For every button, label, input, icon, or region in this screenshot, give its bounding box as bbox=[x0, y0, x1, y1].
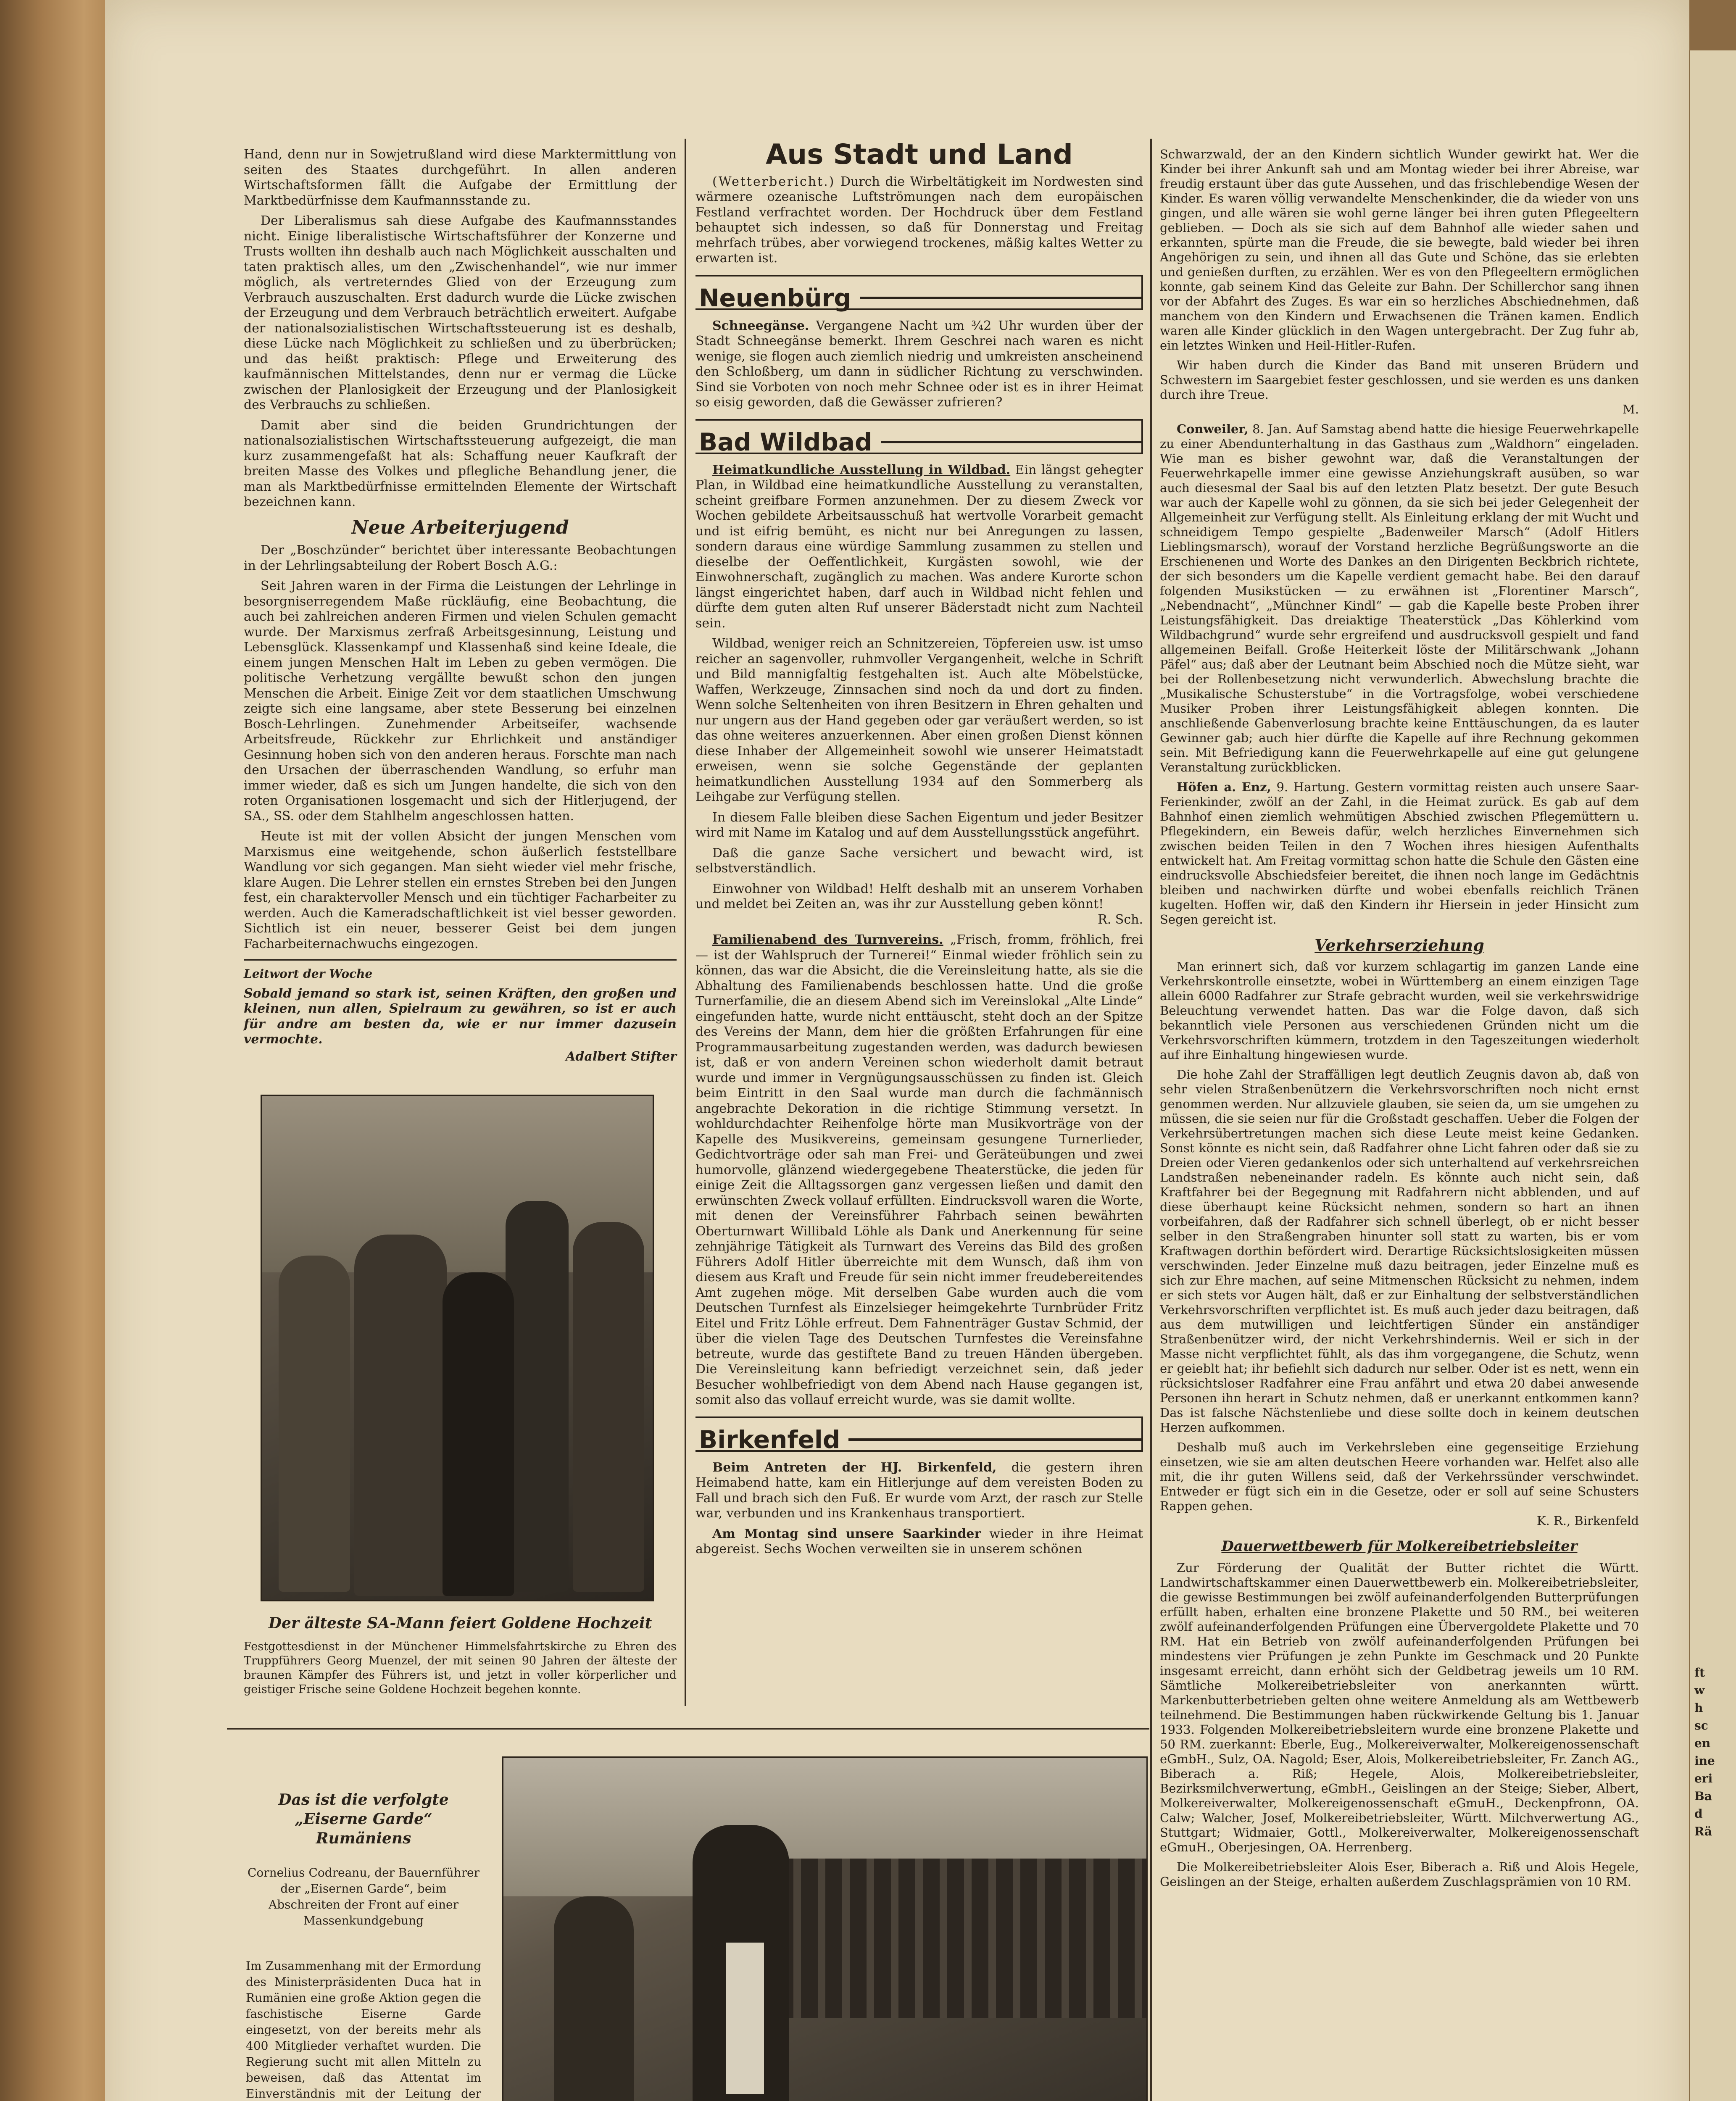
fragment-line: ine bbox=[1694, 1754, 1715, 1768]
fragment-line: Rä bbox=[1694, 1825, 1712, 1838]
section-head-neuenbuerg bbox=[695, 275, 1143, 310]
article-label: Heimatkundliche Ausstellung in Wildbad. bbox=[712, 462, 1011, 477]
fragment-line: d bbox=[1694, 1807, 1703, 1821]
section-head-wildbad bbox=[695, 419, 1143, 454]
article-paragraph: Die Molkereibetriebsleiter Alois Eser, Biberach a. Riß und Alois Hegele, Geislingen an der Steige, erhalten außerdem Zuschlagsprämien von 10 RM. bbox=[1160, 1860, 1639, 1889]
section-head-label: Neuenbürg bbox=[699, 284, 851, 312]
fragment-line: w bbox=[1694, 1683, 1705, 1697]
article-label: Conweiler, bbox=[1177, 422, 1249, 436]
motto-text: Sobald jemand so stark ist, seinen Kräften, den großen und kleinen, nun allen, Spielraum zu gewähren, so ist er auch für andre am besten da, wie er nur immer dazusein vermochte. bbox=[244, 986, 677, 1047]
article-paragraph bbox=[695, 1460, 1143, 1522]
article-label: Am Montag sind unsere Saarkinder bbox=[712, 1526, 981, 1541]
article-headline: Verkehrserziehung bbox=[1315, 936, 1484, 955]
garde-caption-2: Im Zusammenhang mit der Ermordung des Ministerpräsidenten Duca hat in Rumänien eine große Aktion gegen die faschistische Eiserne Garde eingesetzt, von der bereits mehr als 400 Mitglieder verhaftet wurden. Die Regierung sucht mit allen Mitteln zu beweisen, daß das Attentat im Einverständnis mit der Leitung der bbox=[246, 1959, 481, 2101]
column-1 bbox=[244, 147, 677, 1064]
article-text: „Frisch, fromm, fröhlich, frei — ist der Wahlspruch der Turnerei!“ Einmal wieder fröhlich sein zu können, das war die Absicht, die die Vereinsleitung hatte, als sie die Abhaltung des Familienabends beschlossen hatte. Und die große Turnerfamilie, die an diesem Abend sich im Vereinslokal „Alte Linde“ eingefunden hatte, wurde nicht enttäuscht, steht doch an der Spitze des Vereins der Mann, dem hier die größten Erfahrungen für eine Programmausarbeitung zugestanden werden, was dadurch bewiesen ist, daß er von andern Vereinen schon wiederholt damit betraut wurde und immer in Vergnügungsausschüssen zu finden ist. Gleich beim Eintritt in den Saal wurde man durch die fachmännisch angebrachte Dekoration in die richtige Stimmung versetzt. In wohldurchdachter Reihenfolge hörte man Musikvorträge von der Kapelle des Musikvereins, gemeinsam gesungene Turnerlieder, Gedichtvorträge oder sah man Frei- und Geräteübungen und zwei humorvolle, glänzend wiedergegebene Theaterstücke, die jeden für einige Zeit die Alltagssorgen ganz vergessen ließen und damit den erwünschten Zweck vollauf erfüllten. Eindrucksvoll waren die Worte, mit denen der Vereinsführer Fahrbach seinen bewährten Oberturnwart Willibald Löhle als Dank und Anerkennung für seine zehnjährige Tätigkeit als Turnwart des Vereins das Bild des großen Führers Adolf Hitler überreichte mit dem Wunsch, daß ihm von diesem aus Kraft und Freude für sein nicht immer freudebereitendes Amt zugehen möge. Mit derselben Gabe wurden auch die vom Deutschen Turnfest als Einzelsieger heimgekehrte Turnbrüder Fritz Eitel und Fritz Löhle erfreut. Dem Fahnenträger Gustav Schmid, der über die vielen Tage des Deutschen Turnfestes die Vereinsfahne betreute, wurde das gestiftete Band zu treuen Händen übergeben. Die Vereinsleitung kann befriedigt verzeichnet sein, daß jeder Besucher wohlbefriedigt von dem Abend nach Hause gegangen ist, somit also das vollauf erreicht wurde, was sie damit wollte. bbox=[695, 932, 1143, 1407]
article-headline: Dauerwettbewerb für Molkereibetriebsleiter bbox=[1221, 1538, 1578, 1555]
article-paragraph: Die hohe Zahl der Straffälligen legt deutlich Zeugnis davon ab, daß von sehr vielen Straßenbenützern die Verkehrsvorschriften noch nicht ernst genommen werden. Nur allzuviele glauben, sie seien da, um sie umgehen zu müssen, die sie seien nur für die Großstadt geschaffen. Ueber die Folgen der Verkehrsübertretungen machen sich diese Leute meist keine Gedanken. Sonst könnte es nicht sein, daß Radfahrer ohne Licht fahren oder daß sie zu Dreien oder Vieren gedankenlos oder sich unterhaltend auf verkehrsreichen Landstraßen nebeneinander radeln. Es könnte auch nicht sein, daß Kraftfahrer bei der Begegnung mit Radfahrern nicht abblenden, und auf diese überhaupt keine Rücksicht nehmen, sondern so hart an ihnen vorbeifahren, daß der Radfahrer sich schnell überlegt, ob er nicht besser selber in den Straßengraben hinunter soll statt zu warten, bis er vom Kraftwagen dorthin befördert wird. Derartige Rücksichtslosigkeiten müssen verschwinden. Jeder Einzelne muß dazu beitragen, jeder Einzelne muß es sich zur Ehre machen, auf seine Mitmenschen Rücksicht zu nehmen, indem er sich stets vor Augen hält, daß er zur Einhaltung der selbstverständlichen Verkehrsvorschriften verpflichtet ist. Es muß auch jeder dazu beitragen, daß aus dem mutwilligen und leichtfertigen Sünder ein anständiger Straßenbenützer wird, der nicht Verkehrshindernis. Weil er sich in der Masse nicht verpflichtet fühlt, als das ihm vorgegangene, die Schutz, wenn er geieblt hat; ihr befiehlt sich dadurch nur selber. Oder ist es nett, wenn ein rücksichtsloser Radfahrer eine Frau anfährt und etwa 20 dabei anwesende Personen ihn herart in Schutz nehmen, daß er unerkannt entkommen kann? Das ist falsche Nächstenliebe und diese sollte doch in keinem deutschen Herzen aufkommen. bbox=[1160, 1067, 1639, 1435]
article-text: 8. Jan. Auf Samstag abend hatte die hiesige Feuerwehrkapelle zu einer Abendunterhaltung in das Gasthaus zum „Waldhorn“ eingeladen. Wie man es bisher gewohnt war, daß die Veranstaltungen der Feuerwehrkapelle immer eine gewisse Anziehungskraft ausüben, so war auch diesesmal der Saal bis auf den letzten Platz besetzt. Der gute Besuch war auch der Kapelle wohl zu gönnen, da sie sich bei jeder Gelegenheit der Allgemeinheit zur Verfügung stellt. Als Einleitung erklang der mit Wucht und schneidigem Tempo gespielte „Badenweiler Marsch“ (Adolf Hitlers Lieblingsmarsch), worauf der Vorstand herzliche Begrüßungsworte an die Erschienenen und Worte des Dankes an den Dirigenten Beckbrich richtete, der sich besonders um die Kapelle verdient gemacht habe. Bei den darauf folgenden Musikstücken — zu erwähnen ist „Florentiner Marsch“, „Nebendnacht“, „Münchner Kindl“ — gab die Kapelle beste Proben ihrer Leistungsfähigkeit. Das dreiaktige Theaterstück „Das Köhlerkind vom Wildbachgrund“ wurde sehr ergreifend und ausdrucksvoll gespielt und fand allgemeinen Beifall. Große Heiterkeit löste der Militärschwank „Johann Päfel“ aus; daß aber der Leutnant beim Abschied noch die Mütze sieht, war bei der Rollenbesetzung nicht verwunderlich. Abwechslung brachte die „Musikalische Schusterstube“ in die Vortragsfolge, wobei verschiedene Musiker Proben ihrer Leistungsfähigkeit ablegen konnten. Die anschließende Gabenverlosung brachte keine Enttäuschungen, da es lauter Gewinner gab; auch hier dürfte die Kapelle auf ihre Rechnung gekommen sein. Mit Befriedigung kann die Feuerwehrkapelle auf eine gut gelungene Veranstaltung zurückblicken. bbox=[1160, 422, 1639, 774]
article-paragraph bbox=[1160, 422, 1639, 775]
fragment-line: h bbox=[1694, 1701, 1703, 1715]
fragment-line: eri bbox=[1694, 1772, 1713, 1785]
adjacent-page-edge bbox=[1689, 50, 1736, 2101]
adjacent-page-fragment bbox=[1694, 1664, 1715, 1840]
article-paragraph bbox=[695, 932, 1143, 1408]
article-paragraph: In diesem Falle bleiben diese Sachen Eigentum und jeder Besitzer wird mit Name im Katalog und auf dem Ausstellungsstück angeführt. bbox=[695, 810, 1143, 840]
garde-caption-1: Cornelius Codreanu, der Bauernführer der „Eisernen Garde“, beim Abschreiten der Front auf einer Massenkundgebung bbox=[247, 1866, 480, 1927]
fragment-line: Ba bbox=[1694, 1789, 1712, 1803]
photo-caption-title: Der älteste SA-Mann feiert Goldene Hochzeit bbox=[268, 1614, 652, 1632]
article-label: Höfen a. Enz, bbox=[1177, 780, 1271, 794]
section-title: Aus Stadt und Land bbox=[766, 138, 1073, 171]
column-rule bbox=[1150, 139, 1152, 2101]
photo-caption-text: Festgottesdienst in der Münchener Himmelsfahrtskirche zu Ehren des Truppführers Georg Muenzel, der mit seinen 90 Jahren der älteste der braunen Kämpfer des Führers ist, und jetzt in voller körperlicher und geistiger Frische seine Goldene Hochzeit begehen konnte. bbox=[244, 1640, 677, 1696]
photo-caption bbox=[244, 1614, 677, 1697]
article-paragraph: Der Liberalismus sah diese Aufgabe des Kaufmannsstandes nicht. Einige liberalistische Wirtschaftsführer der Konzerne und Trusts wollten ihn deshalb auch nach Möglichkeit ausschalten und taten praktisch alles, um den „Zwischenhandel“, wie nur immer möglich, als vertreterndes Glied von der Erzeugung zum Verbrauch auszuschalten. Erst dadurch wurde die Lücke zwischen der Erzeugung und dem Verbrauch beträchtlich erweitert. Aufgabe der nationalsozialistischen Wirtschaftssteuerung ist es deshalb, diese Lücke nach Möglichkeit zu schließen und zu überbrücken; und das heißt praktisch: Pflege und Erweiterung des kaufmännischen Mittelstandes, denn nur er vermag die Lücke zwischen der Planlosigkeit der Erzeugung und der Planlosigkeit des Verbrauchs zu schließen. bbox=[244, 213, 677, 412]
article-text: die gestern ihren Heimabend hatte, kam ein Hitlerjunge auf dem vereisten Boden zu Fall und brach sich den Fuß. Er wurde vom Arzt, der rasch zur Stelle war, verbunden und ins Krankenhaus transportiert. bbox=[695, 1460, 1143, 1521]
photo-separator-rule bbox=[227, 1728, 1149, 1730]
garde-title: Das ist die verfolgte „Eiserne Garde“ Rumäniens bbox=[278, 1791, 449, 1847]
article-paragraph: Zur Förderung der Qualität der Butter richtet die Württ. Landwirtschaftskammer einen Dauerwettbewerb ein. Molkereibetriebsleiter, die gewisse Bestimmungen bei zwölf aufeinanderfolgenden Butterprüfungen erfüllt haben, erhalten eine bronzene Plakette und 50 RM., bei weiteren zwölf aufeinanderfolgenden Prüfungen eine Übervergoldete Plakette und 70 RM. Hat ein Betrieb von zwölf aufeinanderfolgenden Prüfungen bei mindestens vier Prüfungen je zehn Punkte im Geschmack und 20 Punkte insgesamt erreicht, dann erhöht sich der Geldbetrag jeweils um 10 RM. Sämtliche Molkereibetriebsleiter von anerkannten württ. Markenbutterbetrieben gelten ohne weitere Anmeldung als am Wettbewerb teilnehmend. Die Bestimmungen haben rückwirkende Geltung bis 1. Januar 1933. Folgenden Molkereibetriebsleitern wurde eine bronzene Plakette und 50 RM. zuerkannt: Eberle, Eug., Molkereiverwalter, Molkereigenossenschaft eGmbH., Sulz, OA. Nagold; Eser, Alois, Molkereibetriebsleiter, Fr. Zanch AG., Biberach a. Riß; Hegele, Alois, Molkereibetriebsleiter, Bezirksmilchverwertung, eGmbH., Geislingen an der Steige; Sieber, Albert, Molkereiverwalter, Molkereigenossenschaft eGmuH., Deckenpfronn, OA. Calw; Walcher, Josef, Molkereibetriebsleiter, Württ. Milchverwertung AG., Stuttgart; Widmaier, Gottl., Molkereiverwalter, Molkereigenossenschaft eGmuH., Oberjesingen, OA. Herrenberg. bbox=[1160, 1561, 1639, 1854]
photo-iron-guard bbox=[502, 1756, 1148, 2101]
article-signature: K. R., Birkenfeld bbox=[1536, 1514, 1639, 1528]
newspaper-page bbox=[105, 0, 1689, 2101]
article-paragraph: Wildbad, weniger reich an Schnitzereien, Töpfereien usw. ist umso reicher an sagenvoller, ruhmvoller Vergangenheit, welche in Schrift und Bild mannigfaltig festgehalten ist. Auch alte Möbelstücke, Waffen, Werkzeuge, Zinnsachen sind noch da und dort zu finden. Wenn solche Seltenheiten von ihren Besitzern in Ehren gehalten und nur ungern aus der Hand gegeben oder gar veräußert werden, so ist das ohne weiteres anzuerkennen. Aber einen großen Dienst können diese Inhaber der Allgemeinheit sowohl wie unserer Heimatstadt erweisen, wenn sie solche Gegenstände der geplanten heimatkundlichen Ausstellung 1934 auf den Sommerberg als Leihgabe zur Verfügung stellen. bbox=[695, 636, 1143, 804]
article-paragraph bbox=[695, 1527, 1143, 1557]
article-paragraph: Man erinnert sich, daß vor kurzem schlagartig im ganzen Lande eine Verkehrskontrolle einsetzte, wobei in Württemberg an einem einzigen Tage allein 6000 Radfahrer zur Strafe gebracht wurden, weil sie verkehrswidrige Beleuchtung verwendet hatten. Das war die Folge davon, daß sich bekanntlich viele Personen aus verschiedenen Gründen nicht um die Verkehrsvorschriften kümmern, trotzdem in den Tageszeitungen wiederholt auf ihre Einhaltung hingewiesen wurde. bbox=[1160, 959, 1639, 1062]
article-paragraph: Daß die ganze Sache versichert und bewacht wird, ist selbstverständlich. bbox=[695, 845, 1143, 876]
article-label: (Wetterbericht.) bbox=[712, 174, 835, 189]
article-paragraph: Heute ist mit der vollen Absicht der jungen Menschen vom Marxismus eine weitgehende, schon äußerlich feststellbare Wandlung vor sich gegangen. Man sieht wieder viel mehr frische, klare Augen. Die Lehrer stellen ein ernstes Streben bei den Jungen fest, ein charaktervoller Mensch und ein tüchtiger Facharbeiter zu werden. Auch die Kameradschaftlichkeit ist viel besser geworden. Sichtlich ist ein neuer, besserer Geist bei dem jungen Facharbeiternachwuchs eingezogen. bbox=[244, 829, 677, 951]
article-paragraph: Seit Jahren waren in der Firma die Leistungen der Lehrlinge in besorgniserregendem Maße rückläufig, eine Beobachtung, die auch bei zahlreichen anderen Firmen und vielen Schulen gemacht wurde. Der Marxismus zerfraß Arbeitsgesinnung, Leistung und Lebensglück. Klassenkampf und Klassenhaß sind keine Ideale, die einem jungen Menschen Halt im Leben zu geben vermögen. Die politische Verhetzung vergällte bewußt schon den jungen Menschen die Arbeit. Einige Zeit vor dem staatlichen Umschwung zeigte sich eine langsame, aber stete Besserung bei einzelnen Bosch-Lehrlingen. Zunehmender Arbeitseifer, wachsende Arbeitsfreude, Rückkehr zur Ehrlichkeit und anständiger Gesinnung hoben sich von den anderen heraus. Forschte man nach den Ursachen der überraschenden Wandlung, so erfuhr man immer wieder, daß es sich um Jungen handelte, die sich von den roten Organisationen losgemacht und sich der Hitlerjugend, der SA., SS. oder dem Stahlhelm angeschlossen hatten. bbox=[244, 579, 677, 824]
article-paragraph: Der „Boschzünder“ berichtet über interessante Beobachtungen in der Lehrlingsabteilung der Robert Bosch A.G.: bbox=[244, 543, 677, 573]
photo-sa-man-golden-wedding bbox=[261, 1095, 654, 1601]
article-paragraph bbox=[1160, 780, 1639, 927]
article-text: 9. Hartung. Gestern vormittag reisten auch unsere Saar-Ferienkinder, zwölf an der Zahl, in die Heimat zurück. Es gab auf dem Bahnhof einen ziemlich wehmütigen Abschied zwischen Pflegemüttern u. Pflegekindern, ein Beweis dafür, welch herzliches Einvernehmen sich zwischen beiden Teilen in den 7 Wochen ihres hiesigen Aufenthalts entwickelt hat. Am Freitag vormittag schon hatte die Schule den Gästen eine eindrucksvolle Abschiedsfeier bereitet, die ihnen noch lange im Gedächtnis bleiben und nachwirken dürfte und wobei ebenfalls reichlich Tränen kugelten. Hoffen wir, daß den Kindern ihr Hiersein in jeder Hinsicht zum Segen gereicht ist. bbox=[1160, 780, 1639, 927]
book-binding bbox=[0, 0, 105, 2101]
article-paragraph: Damit aber sind die beiden Grundrichtungen der nationalsozialistischen Wirtschaftssteuerung aufgezeigt, die man kurz zusammengefaßt hat als: Schaffung neuer Kaufkraft der breiten Masse des Volkes und pflegliche Behandlung jener, die man als Marktbedürfnisse ermittelnden Elemente der Wirtschaft bezeichnen kann. bbox=[244, 418, 677, 509]
section-head-birkenfeld bbox=[695, 1416, 1143, 1452]
article-headline: Neue Arbeiterjugend bbox=[351, 516, 569, 538]
column-2 bbox=[695, 139, 1143, 1562]
garde-caption bbox=[246, 1790, 481, 2101]
motto-author: Adalbert Stifter bbox=[566, 1049, 677, 1064]
section-head-label: Bad Wildbad bbox=[699, 428, 872, 456]
article-paragraph: Schwarzwald, der an den Kindern sichtlich Wunder gewirkt hat. Wer die Kinder bei ihrer Ankunft sah und am Montag wieder bei ihrer Abreise, war freudig erstaunt über das gute Aussehen, und das frischlebendige Wesen der Kinder. Es waren völlig verwandelte Menschenkinder, die da wieder von uns gingen, und alle wären sie wohl gerne länger bei ihren guten Pflegeeltern geblieben. — Doch als sie sich auf dem Bahnhof alle wieder sahen und erkannten, spürte man die Freude, die sie bewegte, bald wieder bei ihren Angehörigen zu sein, und ihnen all das Gute und Schöne, das sie erlebten und genießen durften, zu erzählen. Wer es von den Pflegeeltern ermöglichen konnte, gab seinem Kind das Geleite zur Bahn. Der Schillerchor sang ihnen vor der Abfahrt des Zuges. Es war ein so herzliches Abschiednehmen, daß manchem von den Kindern und Erwachsenen die Tränen kamen. Endlich waren alle Kinder glücklich in den Wagen untergebracht. Der Zug fuhr ab, ein letztes Winken und Heil-Hitler-Rufen. bbox=[1160, 147, 1639, 353]
article-paragraph: Wir haben durch die Kinder das Band mit unseren Brüdern und Schwestern im Saargebiet fester geschlossen, und sie werden es uns danken durch ihre Treue. bbox=[1160, 358, 1639, 402]
article-paragraph bbox=[695, 319, 1143, 411]
section-head-label: Birkenfeld bbox=[699, 1425, 840, 1454]
article-text: Vergangene Nacht um ¾2 Uhr wurden über der Stadt Schneegänse bemerkt. Ihrem Geschrei nach waren es nicht wenige, sie flogen auch ziemlich niedrig und umkreisten anscheinend den Schloßberg, um dann in südlicher Richtung zu verschwinden. Sind sie Vorboten von noch mehr Schnee oder ist es in ihrer Heimat so eisig geworden, daß die Gewässer zufrieren? bbox=[695, 318, 1143, 410]
article-label: Schneegänse. bbox=[712, 318, 809, 333]
column-rule bbox=[685, 139, 686, 1706]
fragment-line: en bbox=[1694, 1736, 1711, 1750]
motto-label: Leitwort der Woche bbox=[244, 967, 373, 981]
article-paragraph: Hand, denn nur in Sowjetrußland wird diese Marktermittlung von seiten des Staates durchgeführt. In allen anderen Wirtschaftsformen fällt die Aufgabe der Ermittlung der Marktbedürfnisse dem Kaufmannsstande zu. bbox=[244, 147, 677, 208]
fragment-line: ft bbox=[1694, 1666, 1705, 1680]
article-paragraph bbox=[695, 463, 1143, 632]
article-text: Durch die Wirbeltätigkeit im Nordwesten sind wärmere ozeanische Luftströmungen nach dem europäischen Festland verfrachtet worden. Der Hochdruck über dem Festland behauptet sich indessen, so daß für Donnerstag und Freitag mehrfach trübes, aber vorwiegend trockenes, mäßig kaltes Wetter zu erwarten ist. bbox=[695, 174, 1143, 266]
article-signature: M. bbox=[1623, 402, 1639, 416]
article-text: wieder in ihre Heimat abgereist. Sechs Wochen verweilten sie in unserem schönen bbox=[695, 1526, 1143, 1556]
article-signature: R. Sch. bbox=[1098, 912, 1143, 927]
article-label: Familienabend des Turnvereins. bbox=[712, 932, 943, 947]
article-paragraph: Deshalb muß auch im Verkehrsleben eine gegenseitige Erziehung einsetzen, wie sie am alten deutschen Heere vorhanden war. Helfet also alle mit, die ihr guten Willens seid, daß der Verkehrssünder verschwindet. Entweder er fügt sich ein in die Gesetze, oder er soll auf seine Schusters Rappen gehen. bbox=[1160, 1440, 1639, 1513]
article-text: Ein längst gehegter Plan, in Wildbad eine heimatkundliche Ausstellung zu veranstalten, scheint greifbare Formen anzunehmen. Der zu diesem Zweck vor Wochen gebildete Arbeitsausschuß hat wertvolle Vorarbeit gemacht und ist eifrig bemüht, es nicht nur bei Anregungen zu lassen, sondern daraus eine würdige Sammlung zusammen zu stellen und dieselbe der Oeffentlichkeit, Kurgästen sowohl, wie der Einwohnerschaft, zugänglich zu machen. Was andere Kurorte schon längst eingerichtet haben, darf auch in Wildbad nicht fehlen und dürfte dem guten alten Ruf unserer Bäderstadt nicht zum Nachteil sein. bbox=[695, 462, 1143, 631]
column-3 bbox=[1160, 147, 1639, 1894]
article-paragraph bbox=[695, 174, 1143, 266]
article-paragraph: Einwohner von Wildbad! Helft deshalb mit an unserem Vorhaben und meldet bei Zeiten an, was ihr zur Ausstellung geben könnt! bbox=[695, 881, 1143, 911]
article-label: Beim Antreten der HJ. Birkenfeld, bbox=[712, 1460, 997, 1475]
fragment-line: sc bbox=[1694, 1719, 1708, 1732]
